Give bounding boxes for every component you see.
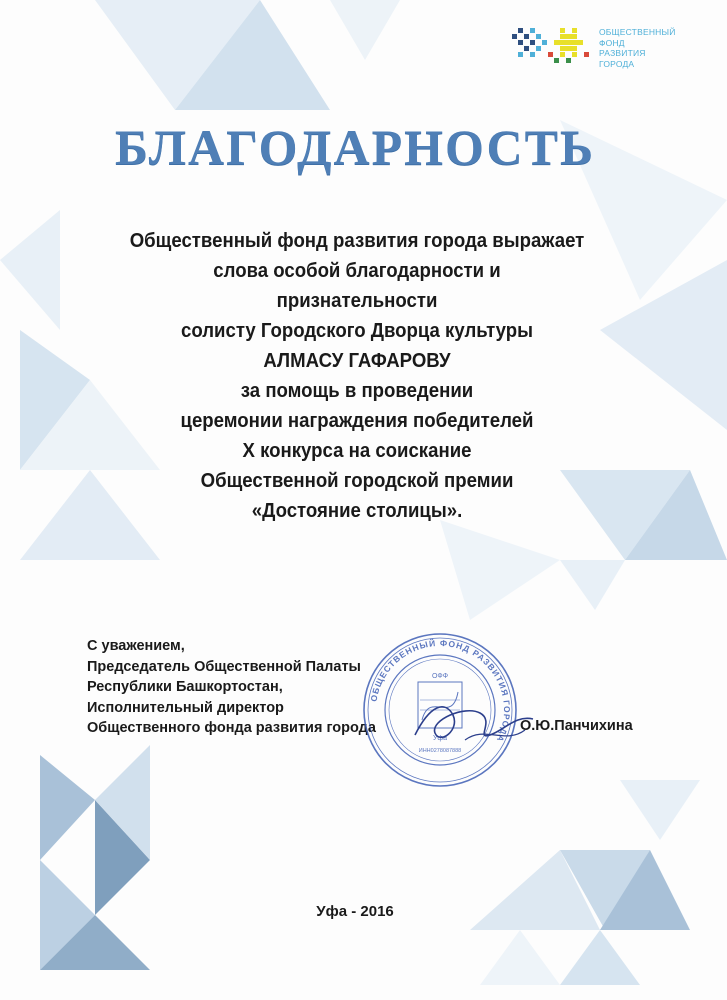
logo-pixel-figures-icon [510, 26, 595, 66]
logo-line-3: РАЗВИТИЯ [599, 48, 646, 58]
position-line: Республики Башкортостан, [87, 679, 283, 695]
gratitude-text [62, 226, 652, 526]
body-line: за помощь в проведении [240, 380, 474, 402]
seal-city: Уфа [432, 735, 448, 742]
signer-name: О.Ю.Панчихина [520, 718, 633, 734]
page-title: БЛАГОДАРНОСТЬ [114, 119, 596, 175]
logo-line-2: ФОНД [599, 37, 625, 48]
recipient-name: АЛМАСУ ГАФАРОВУ [263, 350, 451, 372]
body-line: X конкурса на соискание [242, 440, 472, 462]
position-line: Общественного фонда развития города [87, 720, 376, 736]
body-line: признательности [276, 290, 438, 312]
body-line: Общественной городской премии [200, 470, 514, 492]
body-line: слова особой благодарности и [213, 260, 501, 282]
closing-line: С уважением, [87, 638, 185, 654]
seal-inn: ИНН0278087888 [418, 748, 462, 754]
position-line: Исполнительный директор [87, 699, 284, 716]
body-line: Общественный фонд развития города выражает [129, 230, 585, 252]
body-line: «Достояние столицы». [251, 500, 463, 522]
seal-inner-label: ОФФ [431, 673, 449, 680]
logo-line-1: ОБЩЕСТВЕННЫЙ [599, 27, 676, 37]
body-line: солисту Городского Дворца культуры [180, 320, 534, 342]
position-line: Председатель Общественной Палаты [87, 658, 361, 675]
logo-line-4: ГОРОДА [599, 58, 635, 69]
place-and-year: Уфа - 2016 [316, 903, 394, 920]
body-line: церемонии награждения победителей [180, 410, 534, 432]
fund-logo [510, 26, 690, 76]
logo-text [599, 27, 691, 69]
seal-outer-text: ОБЩЕСТВЕННЫЙ ФОНД РАЗВИТИЯ ГОРОДА [368, 637, 513, 745]
